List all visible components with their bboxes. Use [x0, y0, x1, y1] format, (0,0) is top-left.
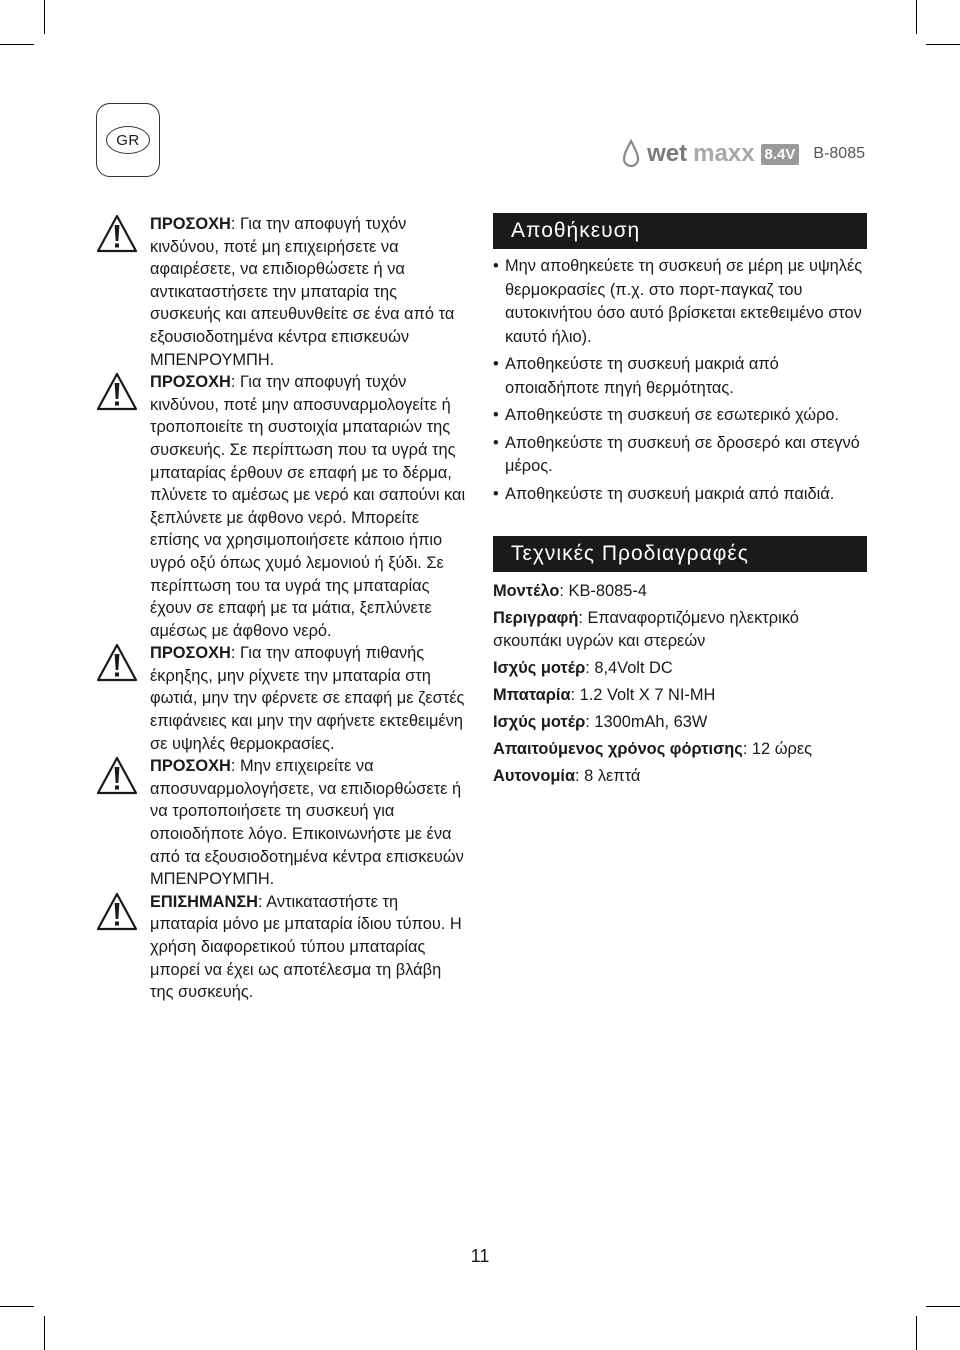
warning-label: ΕΠΙΣΗΜΑΝΣΗ [150, 892, 258, 911]
crop-mark [44, 1316, 45, 1350]
language-badge [96, 103, 160, 177]
spec-row [493, 765, 867, 788]
separator: : [559, 582, 569, 600]
brand-wet: wet [647, 140, 688, 167]
spec-label: Μπαταρία [493, 686, 571, 704]
warning-text [150, 891, 468, 1004]
specs-heading: Τεχνικές Προδιαγραφές [493, 536, 867, 572]
warning-block [96, 371, 476, 642]
separator: : [585, 659, 595, 677]
brand-logo [621, 138, 865, 170]
list-item: • Αποθηκεύστε τη συσκευή μακριά από παιδιά. [493, 483, 867, 507]
warning-block [96, 891, 476, 1004]
separator: : [230, 757, 240, 776]
warning-triangle-icon [96, 372, 138, 412]
separator: : [575, 767, 585, 785]
separator: : [230, 644, 240, 663]
storage-list [493, 255, 867, 506]
spec-value: 8,4Volt DC [594, 659, 673, 677]
spec-value: 12 ώρες [751, 740, 813, 758]
crop-mark [44, 0, 45, 34]
spec-value: Επαναφορτιζόμενο ηλεκτρικό σκουπάκι υγρών και στερεών [493, 609, 799, 650]
language-code: GR [106, 126, 150, 154]
warning-block [96, 755, 476, 891]
water-drop-icon [621, 139, 641, 169]
warning-text [150, 642, 468, 755]
crop-mark [0, 1306, 34, 1307]
spec-label: Περιγραφή [493, 609, 579, 627]
spec-row [493, 657, 867, 680]
warning-label: ΠΡΟΣΟΧΗ [150, 215, 231, 233]
separator: : [230, 215, 240, 233]
crop-mark [926, 44, 960, 45]
warning-triangle-icon [96, 643, 138, 683]
list-item: • Αποθηκεύστε τη συσκευή σε δροσερό και στεγνό μέρος. [493, 432, 867, 479]
separator: : [585, 713, 595, 731]
spec-row [493, 607, 867, 653]
model-code: B-8085 [813, 145, 865, 162]
separator: : [258, 892, 267, 911]
warning-body: Αντικαταστήστε τη μπαταρία μόνο με μπαταρία ίδιου τύπου. Η χρήση διαφορετικού τύπου μπαταρίας μπορεί να έχει ως αποτέλεσμα τη βλάβη της συσκευής. [150, 892, 462, 1002]
crop-mark [0, 44, 34, 45]
spec-row [493, 738, 867, 761]
warning-body: Μην επιχειρείτε να αποσυναρμολογήσετε, να επιδιορθώσετε ή να τροποποιήσετε τη συσκευή για οποιοδήποτε λόγο. Επικοινωνήστε με ένα από τα εξουσιοδοτημένα κέντρα επισκευών ΜΠΕΝΡΟΥΜΠΗ. [150, 757, 464, 889]
warning-triangle-icon [96, 756, 138, 796]
warning-text [150, 371, 468, 642]
brand-voltage-badge: 8.4V [761, 144, 800, 165]
spec-label: Ισχύς μοτέρ [493, 713, 586, 731]
storage-heading: Αποθήκευση [493, 213, 867, 249]
spec-label: Μοντέλο [493, 582, 560, 600]
warning-block [96, 213, 476, 371]
crop-mark [926, 1306, 960, 1307]
warning-label: ΠΡΟΣΟΧΗ [150, 644, 231, 663]
warnings-column [96, 213, 476, 1004]
spec-value: 1.2 Volt X 7 NI-MH [579, 686, 716, 704]
spec-value: 8 λεπτά [584, 767, 641, 785]
crop-mark [916, 1316, 917, 1350]
spec-value: 1300mAh, 63W [594, 713, 708, 731]
spec-row [493, 711, 867, 734]
warning-text [150, 755, 468, 891]
separator: : [578, 609, 588, 627]
warning-body: Για την αποφυγή πιθανής έκρηξης, μην ρίχνετε την μπαταρία στη φωτιά, μην την φέρνετε σε επαφή με ζεστές επιφάνειες και μην την αφήνετε εκτεθειμένη σε υψηλές θερμοκρασίες. [150, 644, 465, 753]
separator: : [742, 740, 752, 758]
info-column [493, 213, 867, 792]
spec-label: Ισχύς μοτέρ [493, 659, 586, 677]
spec-row [493, 580, 867, 603]
warning-body: Για την αποφυγή τυχόν κινδύνου, ποτέ μη επιχειρήσετε να αφαιρέσετε, να επιδιορθώσετε ή να αντικαταστήσετε την μπαταρία της συσκευής και απευθυνθείτε σε ένα από τα εξουσιοδοτημένα κέντρα επισκευών ΜΠΕΝΡΟΥΜΠΗ. [150, 215, 455, 369]
warning-label: ΠΡΟΣΟΧΗ [150, 373, 231, 392]
warning-triangle-icon [96, 214, 138, 254]
warning-label: ΠΡΟΣΟΧΗ [150, 757, 231, 776]
warning-block [96, 642, 476, 755]
spec-row [493, 684, 867, 707]
spec-value: KB-8085-4 [568, 582, 647, 600]
crop-mark [916, 0, 917, 34]
warning-triangle-icon [96, 892, 138, 932]
list-item: • Αποθηκεύστε τη συσκευή μακριά από οποιαδήποτε πηγή θερμότητας. [493, 353, 867, 400]
spec-label: Αυτονομία [493, 767, 576, 785]
warning-text [150, 213, 468, 371]
separator: : [230, 373, 240, 392]
specs-list [493, 580, 867, 788]
spec-label: Απαιτούμενος χρόνος φόρτισης [493, 740, 743, 758]
page-number: 11 [470, 1246, 490, 1266]
warning-body: Για την αποφυγή τυχόν κινδύνου, ποτέ μην αποσυναρμολογείτε ή τροποποιείτε τη συστοιχία μπαταριών της συσκευής. Σε περίπτωση που τα υγρά της μπαταρίας έρθουν σε επαφή με το δέρμα, πλύνετε το αμέσως με νερό και σαπούνι και ξεπλύνετε με άφθονο νερό. Μπορείτε επίσης να χρησιμοποιήσετε κάποιο ήπιο υγρό οξύ όπως χυμό λεμονιού ή ξύδι. Σε περίπτωση του τα υγρά της μπαταρίας έχουν σε επαφή με τα μάτια, ξεπλύνετε αμέσως με άφθονο νερό. [150, 373, 466, 640]
list-item: • Αποθηκεύστε τη συσκευή σε εσωτερικό χώρο. [493, 404, 867, 428]
separator: : [570, 686, 580, 704]
list-item: • Μην αποθηκεύετε τη συσκευή σε μέρη με υψηλές θερμοκρασίες (π.χ. στο πορτ-παγκαζ του αυτοκινήτου όσο αυτό βρίσκεται εκτεθειμένο στον καυτό ήλιο). [493, 255, 867, 349]
brand-maxx: maxx [693, 140, 755, 167]
